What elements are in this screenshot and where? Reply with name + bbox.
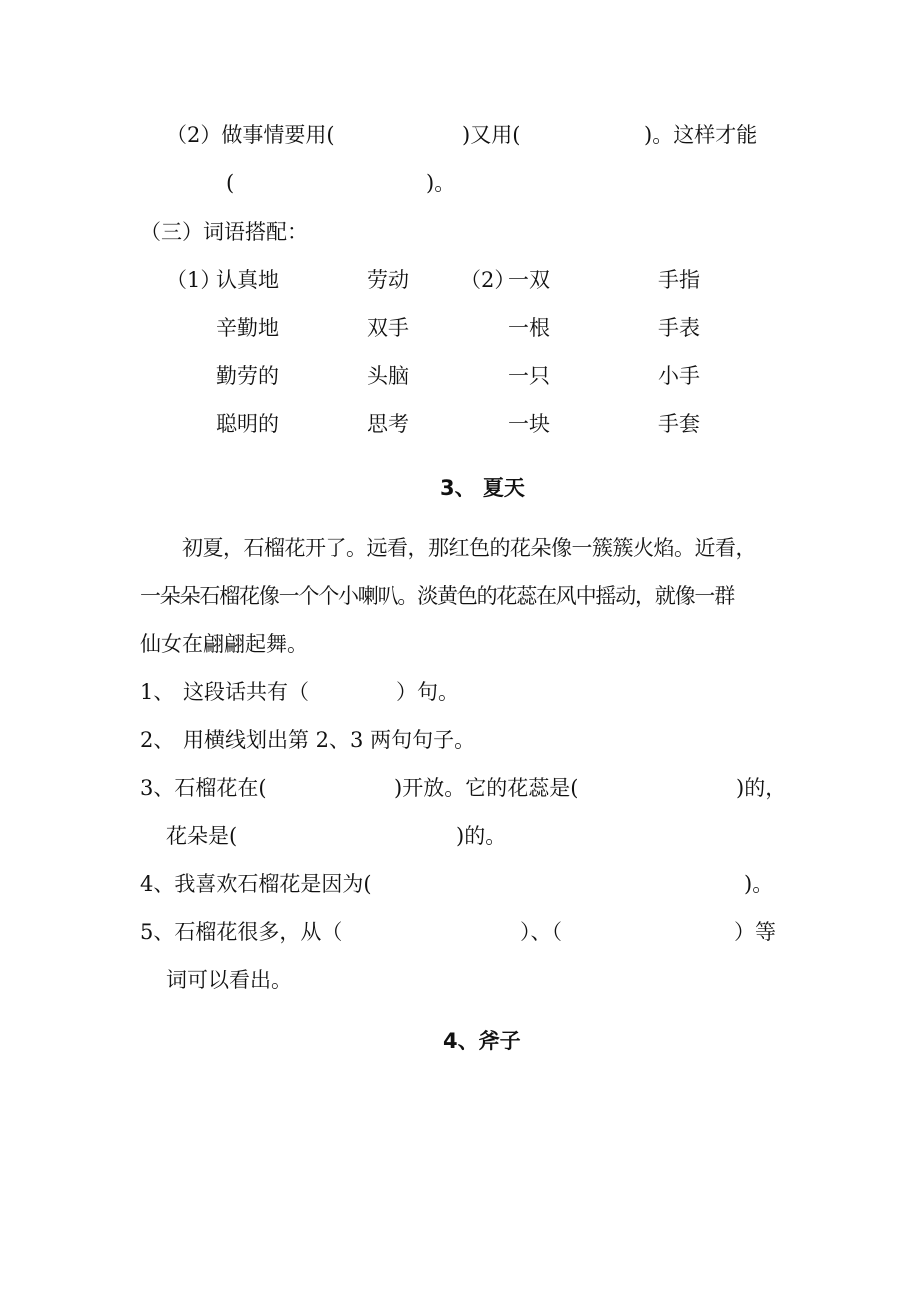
group-1-label: （1） (166, 268, 222, 292)
question-text: 这段话共有（ (183, 680, 309, 704)
question-2-open-paren: ( (226, 171, 235, 195)
question-2-text-c: )。这样才能 (644, 123, 758, 147)
question-2-text-b: )又用( (462, 123, 521, 147)
group-1-left-item: 聪明的 (216, 412, 279, 436)
passage-line: 一朵朵石榴花像一个个小喇叭。淡黄色的花蕊在风中摇动，就像一群 (140, 584, 734, 608)
question-2-text-a: （2）做事情要用( (166, 123, 335, 147)
group-1-right-item: 劳动 (367, 268, 409, 292)
question-3-part-e: )的。 (456, 824, 507, 848)
section-three-heading: （三）词语搭配： (140, 220, 308, 244)
group-1-right-item: 头脑 (367, 364, 409, 388)
question-5-part-c: ）等 (734, 920, 776, 944)
question-5-part-a: 5、石榴花很多，从（ (140, 920, 343, 944)
question-number: 2、 (140, 728, 175, 752)
group-2-label: （2） (460, 268, 516, 292)
question-text: 用横线划出第 2、3 两句句子。 (183, 728, 476, 752)
group-2-left-item: 一只 (508, 364, 550, 388)
lesson-4-title: 4、斧子 (443, 1029, 521, 1053)
question-5-part-b: ）、（ (520, 920, 562, 944)
group-2-right-item: 手指 (658, 268, 700, 292)
group-2-left-item: 一块 (508, 412, 550, 436)
question-4-part-a: 4、我喜欢石榴花是因为( (140, 872, 372, 896)
group-1-right-item: 思考 (367, 412, 409, 436)
group-2-right-item: 手表 (658, 316, 700, 340)
group-1-left-item: 勤劳的 (216, 364, 279, 388)
question-text-end: ）句。 (396, 680, 459, 704)
group-1-right-item: 双手 (367, 316, 409, 340)
question-3-part-c: )的， (736, 776, 787, 800)
group-2-right-item: 手套 (658, 412, 700, 436)
question-3-part-d: 花朵是( (166, 824, 238, 848)
question-3-part-a: 3、石榴花在( (140, 776, 267, 800)
group-1-left-item: 辛勤地 (216, 316, 279, 340)
question-5-part-d: 词可以看出。 (166, 968, 292, 992)
lesson-3-title: 3、 夏天 (440, 476, 525, 500)
question-4-part-b: )。 (744, 872, 774, 896)
group-1-left-item: 认真地 (216, 268, 279, 292)
passage-line: 初夏，石榴花开了。远看，那红色的花朵像一簇簇火焰。近看， (182, 536, 756, 560)
question-number: 1、 (140, 680, 175, 704)
group-2-right-item: 小手 (658, 364, 700, 388)
question-2-close-paren: )。 (426, 171, 456, 195)
question-3-part-b: )开放。它的花蕊是( (394, 776, 579, 800)
passage-line: 仙女在翩翩起舞。 (140, 632, 308, 656)
group-2-left-item: 一双 (508, 268, 550, 292)
group-2-left-item: 一根 (508, 316, 550, 340)
